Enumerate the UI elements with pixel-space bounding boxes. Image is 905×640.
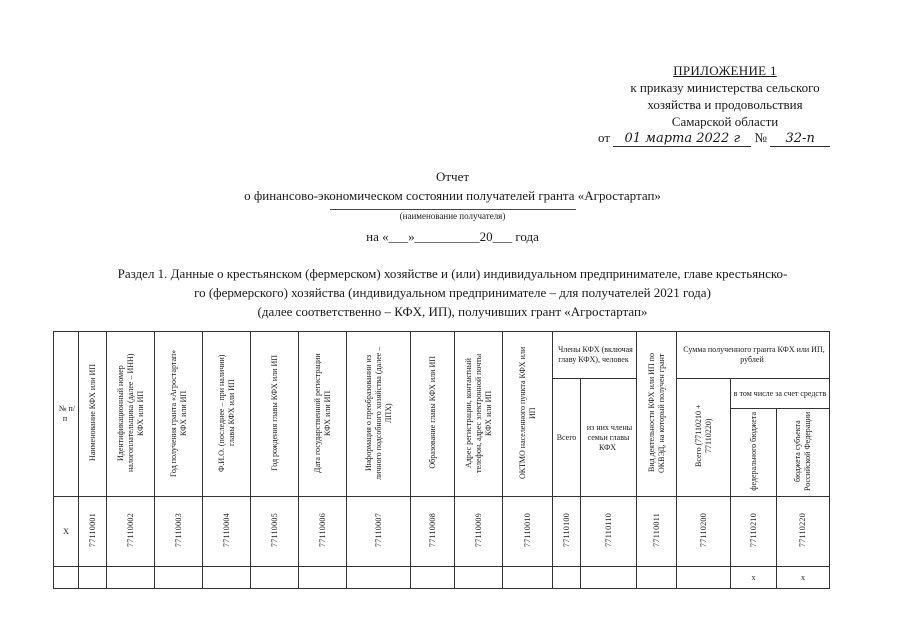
header-federal-budget: федерального бюджета [731, 409, 777, 497]
code-cell: 77110004 [203, 497, 251, 567]
code-cell: 77110210 [731, 497, 777, 567]
federal-x-mark: x [731, 567, 777, 589]
code-cell: 77110002 [107, 497, 155, 567]
report-title: Отчет [435, 169, 470, 184]
header-members-total: Всего [553, 379, 581, 497]
header-registration-date: Дата государственной регистрации КФХ или ИП [299, 332, 347, 497]
code-cell: 77110001 [79, 497, 107, 567]
appendix-block [560, 62, 890, 130]
section-heading-line-2: го (фермерского) хозяйства (индивидуальном предпринимателе – для получателей 2021 года) [194, 285, 711, 300]
appendix-line-2: хозяйства и продовольствия [647, 97, 803, 112]
header-year: Год получения гранта «Агростартап» КФХ или ИП [155, 332, 203, 497]
grant-recipients-table [53, 331, 830, 589]
recipient-underline [330, 209, 576, 210]
code-cell: 77110005 [251, 497, 299, 567]
table-row-codes [54, 497, 830, 567]
code-cell: 77110010 [503, 497, 553, 567]
appendix-title: ПРИЛОЖЕНИЕ 1 [673, 63, 777, 78]
code-cell: 77110007 [347, 497, 411, 567]
order-number-prefix: № [754, 130, 767, 145]
header-sum-total: Всего (77110210 + 77110220) [677, 379, 731, 497]
header-regional-budget: бюджета субъекта Российской Федерации [777, 409, 830, 497]
header-members-family: из них члены семьи главы КФХ [581, 379, 637, 497]
header-num: № п/п [54, 332, 79, 497]
header-education: Образование главы КФХ или ИП [411, 332, 455, 497]
order-date-line [598, 130, 830, 147]
order-date-handwritten: 01 марта 2022 г [613, 131, 751, 147]
section-heading-line-1: Раздел 1. Данные о крестьянском (фермерском) хозяйстве и (или) индивидуальном предпринимателе, главе крестьянско- [117, 266, 788, 281]
code-cell: 77110011 [637, 497, 677, 567]
appendix-line-3: Самарской области [671, 114, 779, 129]
header-birth-year: Год рождения главы КФХ или ИП [251, 332, 299, 497]
header-activity: Вид деятельности КФХ или ИП по ОКВЭД, на который получен грант [637, 332, 677, 497]
header-transformation: Информация о преобразовании из личного подсобного хозяйства (далее – ЛПХ) [347, 332, 411, 497]
regional-x-mark: x [777, 567, 830, 589]
table-row-empty [54, 567, 830, 589]
row-mark-cell: X [54, 497, 79, 567]
header-inn: Идентификационный номер налогоплательщика (далее – ИНН) КФХ или ИП [107, 332, 155, 497]
header-oktmo: ОКТМО населенного пункта КФХ или ИП [503, 332, 553, 497]
code-cell: 77110110 [581, 497, 637, 567]
code-cell: 77110220 [777, 497, 830, 567]
recipient-caption: (наименование получателя) [399, 211, 506, 221]
report-subtitle: о финансово-экономическом состоянии получателей гранта «Агростартап» [244, 188, 661, 203]
code-cell: 77110006 [299, 497, 347, 567]
header-sources-group: в том числе за счет средств [731, 379, 830, 409]
header-members-group: Члены КФХ (включая главу КФХ), человек [553, 332, 637, 379]
header-grant-sum-group: Сумма полученного гранта КФХ или ИП, рублей [677, 332, 830, 379]
header-address: Адрес регистрации, контактный телефон, адрес электронной почты КФХ или ИП [455, 332, 503, 497]
appendix-line-1: к приказу министерства сельского [630, 80, 820, 95]
header-fio: Ф.И.О. (последнее – при наличии) главы КФХ или ИП [203, 332, 251, 497]
section-heading-line-3: (далее соответственно – КФХ, ИП), получивших грант «Агростартап» [257, 304, 648, 319]
code-cell: 77110009 [455, 497, 503, 567]
order-date-prefix: от [598, 130, 611, 145]
header-name: Наименование КФХ или ИП [79, 332, 107, 497]
code-cell: 77110100 [553, 497, 581, 567]
code-cell: 77110200 [677, 497, 731, 567]
code-cell: 77110008 [411, 497, 455, 567]
code-cell: 77110003 [155, 497, 203, 567]
report-date-line: на «___»__________20___ года [366, 229, 539, 244]
order-number-handwritten: 32-п [770, 131, 830, 147]
